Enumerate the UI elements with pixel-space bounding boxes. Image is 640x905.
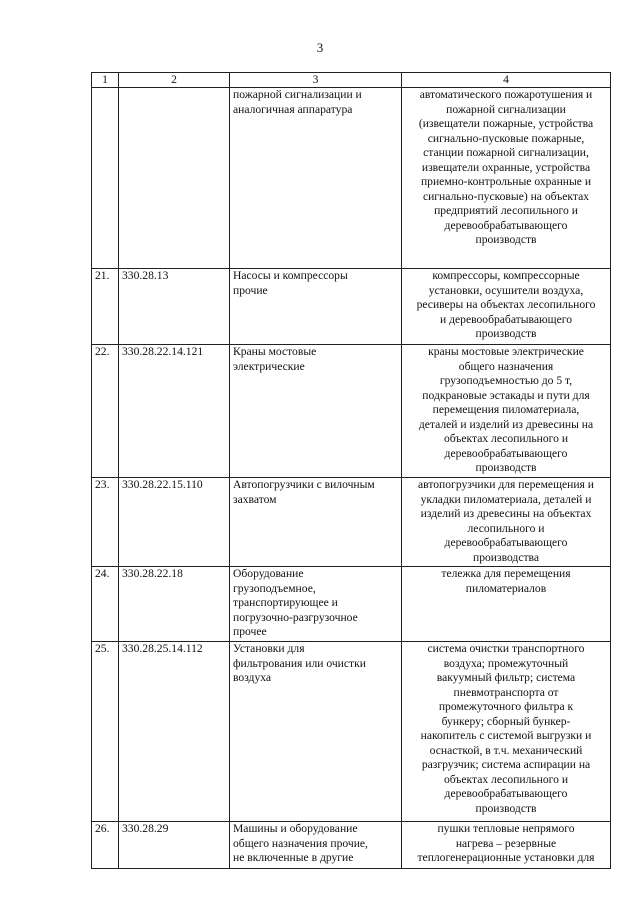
row-number: 21.	[92, 269, 119, 345]
row-number: 24.	[92, 567, 119, 642]
table-row	[92, 822, 611, 869]
row-description: система очистки транспортного воздуха; промежуточный вакуумный фильтр; система пневмотранспорта от промежуточного фильтра к бункеру; сборный бункер- накопитель с системой выгрузки и оснасткой, в т.ч. механический разгрузчик; система аспирации на объектах лесопильного и деревообрабатывающего производств	[402, 642, 611, 822]
row-code	[119, 88, 230, 269]
row-description: автопогрузчики для перемещения и укладки пиломатериала, деталей и изделий из древесины на объектах лесопильного и деревообрабатывающего производства	[402, 478, 611, 567]
row-name: Краны мостовые электрические	[230, 345, 402, 478]
table-row	[92, 642, 611, 822]
row-description: пушки тепловые непрямого нагрева – резервные теплогенерационные установки для	[402, 822, 611, 869]
row-name: Оборудование грузоподъемное, транспортирующее и погрузочно-разгрузочное прочее	[230, 567, 402, 642]
row-code: 330.28.22.18	[119, 567, 230, 642]
row-code: 330.28.25.14.112	[119, 642, 230, 822]
table-row	[92, 478, 611, 567]
row-number: 26.	[92, 822, 119, 869]
row-description: краны мостовые электрические общего назначения грузоподъемностью до 5 т, подкрановые эстакады и пути для перемещения пиломатериала, деталей и изделий из древесины на объектах лесопильного и деревообрабатывающего производств	[402, 345, 611, 478]
row-name: Машины и оборудование общего назначения прочие, не включенные в другие	[230, 822, 402, 869]
row-description: компрессоры, компрессорные установки, осушители воздуха, ресиверы на объектах лесопильного и деревообрабатывающего производств	[402, 269, 611, 345]
row-number: 22.	[92, 345, 119, 478]
row-code: 330.28.22.15.110	[119, 478, 230, 567]
header-cell: 3	[230, 73, 402, 88]
row-number: 25.	[92, 642, 119, 822]
header-cell: 1	[92, 73, 119, 88]
row-name: Установки для фильтрования или очистки воздуха	[230, 642, 402, 822]
row-number: 23.	[92, 478, 119, 567]
table-header-row	[92, 73, 611, 88]
row-number	[92, 88, 119, 269]
row-description: автоматического пожаротушения и пожарной сигнализации (извещатели пожарные, устройства сигнально-пусковые пожарные, станции пожарной сигнализации, извещатели охранные, устройства приемно-контрольные охранные и сигнально-пусковые) на объектах предприятий лесопильного и деревообрабатывающего производств	[402, 88, 611, 269]
equipment-table	[91, 72, 611, 869]
row-code: 330.28.29	[119, 822, 230, 869]
page-number: 3	[316, 40, 324, 55]
row-code: 330.28.13	[119, 269, 230, 345]
row-code: 330.28.22.14.121	[119, 345, 230, 478]
table-row	[92, 269, 611, 345]
row-description: тележка для перемещения пиломатериалов	[402, 567, 611, 642]
table-row	[92, 567, 611, 642]
row-name: Автопогрузчики с вилочным захватом	[230, 478, 402, 567]
row-name: Насосы и компрессоры прочие	[230, 269, 402, 345]
row-name: пожарной сигнализации и аналогичная аппаратура	[230, 88, 402, 269]
header-cell: 4	[402, 73, 611, 88]
table-row	[92, 88, 611, 269]
header-cell: 2	[119, 73, 230, 88]
table-row	[92, 345, 611, 478]
